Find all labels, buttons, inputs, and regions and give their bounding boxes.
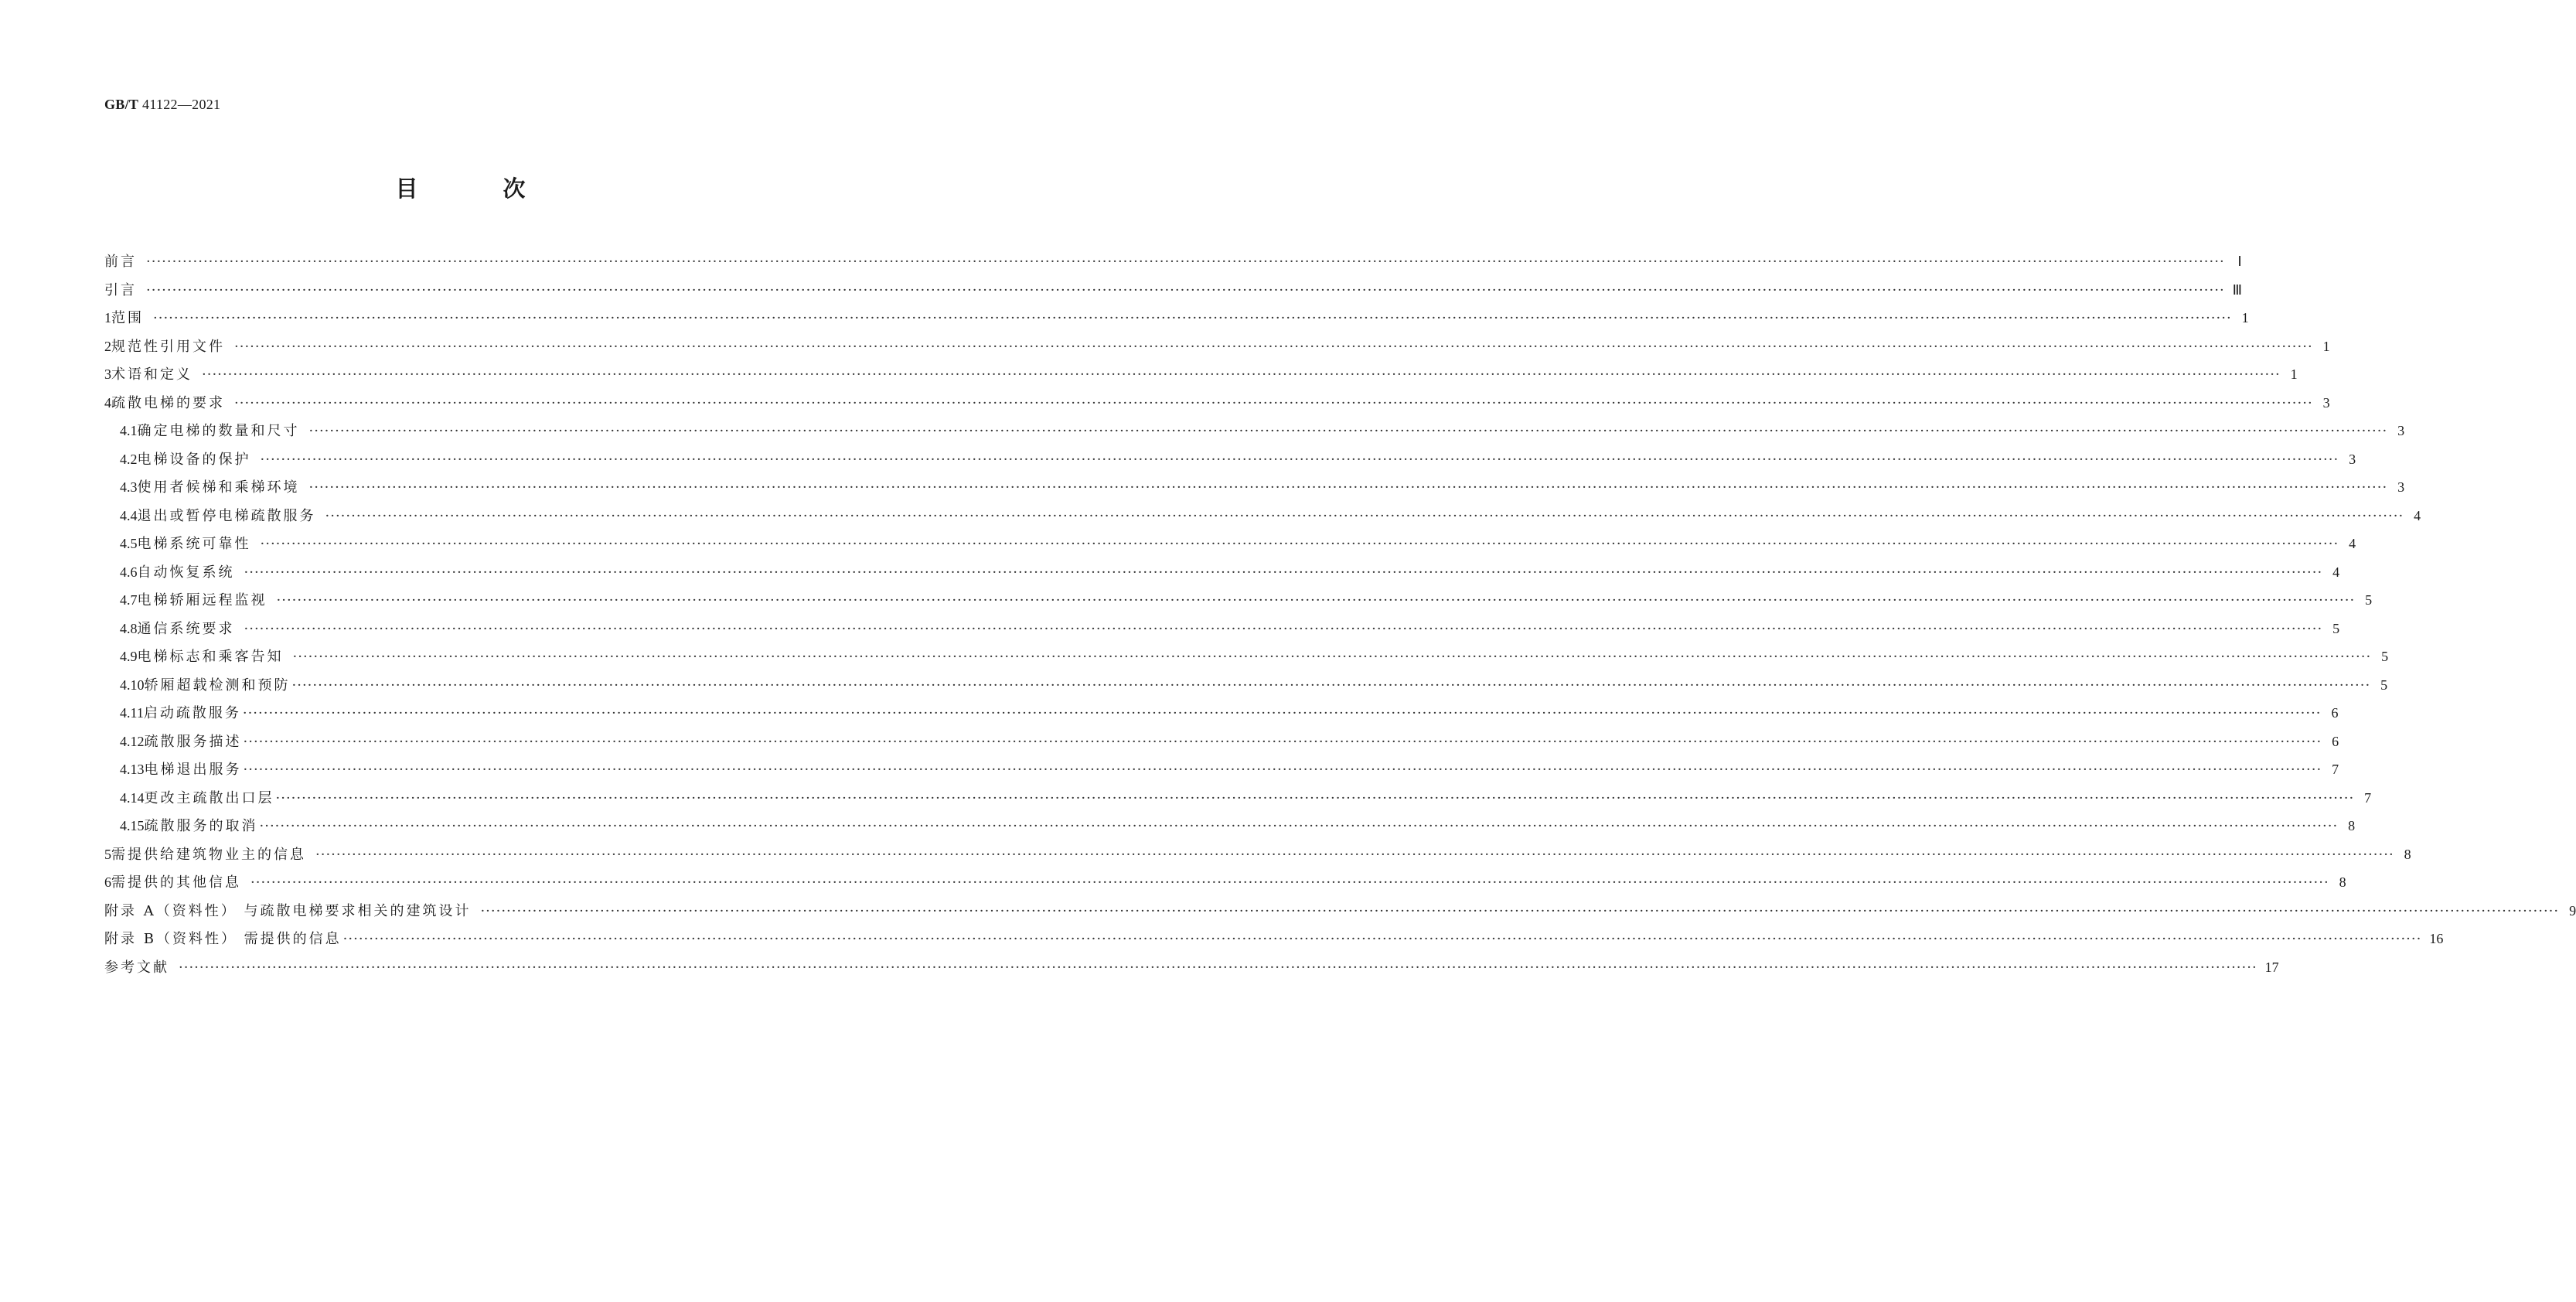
toc-entry-title: 需提供给建筑物业主的信息 bbox=[111, 846, 306, 863]
toc-entry[interactable] bbox=[104, 392, 2330, 421]
toc-dot-leader: ················································································································································································································································································································································································································ bbox=[275, 789, 2355, 806]
toc-entry-page: 17 bbox=[2264, 959, 2279, 975]
toc-entry-title: 疏散电梯的要求 bbox=[111, 394, 225, 411]
toc-entry-number: 6 bbox=[104, 874, 111, 890]
toc-entry-title: 电梯系统可靠性 bbox=[137, 536, 251, 552]
toc-entry-title: 电梯退出服务 bbox=[144, 762, 242, 778]
toc-entry-number: 4 bbox=[104, 394, 111, 411]
toc-entry-number: 2 bbox=[104, 338, 111, 354]
toc-entry-title: 电梯标志和乘客告知 bbox=[137, 649, 284, 665]
toc-entry-page: 5 bbox=[2332, 620, 2340, 636]
toc-dot-leader: ················································································································································································································································································································································································································ bbox=[202, 366, 2281, 383]
toc-entry-page: Ⅲ bbox=[2232, 281, 2243, 298]
toc-entry[interactable] bbox=[104, 871, 2346, 900]
toc-entry-number: 4.1 bbox=[120, 423, 138, 438]
toc-entry[interactable] bbox=[104, 448, 2356, 477]
toc-entry-title: 术语和定义 bbox=[111, 366, 193, 383]
toc-entry[interactable] bbox=[104, 307, 2249, 336]
toc-entry[interactable] bbox=[104, 956, 2279, 985]
toc-entry[interactable] bbox=[104, 505, 2421, 533]
toc-dot-leader: ················································································································································································································································································································································································································ bbox=[291, 677, 2371, 694]
toc-dot-leader: ················································································································································································································································································································································································································ bbox=[480, 902, 2560, 919]
toc-entry-number: 4.3 bbox=[120, 479, 138, 495]
toc-dot-leader: ················································································································································································································································································································································································································ bbox=[308, 479, 2388, 496]
toc-entry-page: 3 bbox=[2397, 423, 2405, 438]
toc-entry-number: 4.9 bbox=[120, 649, 138, 664]
toc-entry[interactable] bbox=[104, 589, 2373, 618]
toc-entry-page: 5 bbox=[2365, 592, 2373, 608]
toc-entry-page: 6 bbox=[2332, 733, 2339, 749]
toc-entry[interactable] bbox=[104, 900, 2576, 929]
toc-entry-page: 3 bbox=[2322, 394, 2330, 411]
toc-entry-title: 确定电梯的数量和尺寸 bbox=[137, 423, 300, 439]
toc-entry-page: 3 bbox=[2349, 451, 2356, 467]
toc-entry-title: 通信系统要求 bbox=[137, 620, 235, 637]
toc-dot-leader: ················································································································································································································································································································································································································ bbox=[146, 254, 2225, 270]
toc-entry-page: 1 bbox=[2290, 366, 2298, 382]
standard-number: 41122—2021 bbox=[138, 97, 221, 112]
toc-dot-leader: ················································································································································································································································································································································································································ bbox=[244, 564, 2323, 581]
toc-entry-title: 参考文献 bbox=[104, 959, 169, 976]
toc-entry[interactable] bbox=[104, 251, 2242, 279]
toc-entry-number: 4.4 bbox=[120, 507, 138, 523]
toc-dot-leader: ················································································································································································································································································································································································································ bbox=[243, 733, 2322, 750]
toc-dot-leader: ················································································································································································································································································································································································································ bbox=[244, 620, 2323, 637]
toc-entry-number: 4.14 bbox=[120, 789, 145, 806]
toc-dot-leader: ················································································································································································································································································································································································································ bbox=[260, 536, 2339, 552]
toc-entry-title: 引言 bbox=[104, 281, 137, 298]
toc-entry[interactable] bbox=[104, 928, 2444, 956]
toc-dot-leader: ················································································································································································································································································································································································································ bbox=[260, 451, 2339, 468]
toc-entry[interactable] bbox=[104, 758, 2339, 787]
toc-entry-page: Ⅰ bbox=[2237, 254, 2242, 269]
toc-dot-leader: ················································································································································································································································································································································································································ bbox=[242, 705, 2322, 721]
toc-entry-number: 4.11 bbox=[120, 705, 144, 721]
toc-dot-leader: ················································································································································································································································································································································································································ bbox=[243, 762, 2322, 778]
toc-entry-title: 附录 B（资料性） 需提供的信息 bbox=[104, 931, 342, 947]
toc-entry-title: 规范性引用文件 bbox=[111, 338, 225, 355]
toc-entry[interactable] bbox=[104, 618, 2340, 646]
standard-code bbox=[104, 97, 220, 113]
toc-dot-leader: ················································································································································································································································································································································································································ bbox=[234, 394, 2313, 411]
toc-entry-page: 3 bbox=[2397, 479, 2405, 495]
toc-entry[interactable] bbox=[104, 702, 2339, 731]
toc-dot-leader: ················································································································································································································································································································································································································ bbox=[292, 649, 2372, 665]
toc-entry[interactable] bbox=[104, 533, 2356, 561]
toc-entry-page: 1 bbox=[2322, 338, 2330, 354]
toc-entry-page: 6 bbox=[2331, 705, 2339, 721]
toc-entry-title: 启动疏散服务 bbox=[143, 705, 241, 721]
toc-entry-number: 4.6 bbox=[120, 564, 138, 580]
toc-entry-page: 7 bbox=[2332, 762, 2339, 777]
toc-entry-number: 4.7 bbox=[120, 592, 138, 608]
toc-entry-number: 4.12 bbox=[120, 733, 145, 749]
toc-dot-leader: ················································································································································································································································································································································································································ bbox=[276, 592, 2356, 608]
toc-entry-title: 需提供的其他信息 bbox=[111, 874, 241, 891]
toc-entry[interactable] bbox=[104, 731, 2339, 759]
toc-entry-number: 3 bbox=[104, 366, 111, 382]
toc-entry-title: 附录 A（资料性） 与疏散电梯要求相关的建筑设计 bbox=[104, 902, 472, 919]
toc-entry-title: 轿厢超载检测和预防 bbox=[144, 677, 291, 694]
toc-entry-page: 7 bbox=[2364, 789, 2372, 806]
toc-dot-leader: ················································································································································································································································································································································································································ bbox=[234, 338, 2313, 355]
standard-prefix: GB/T bbox=[104, 97, 139, 112]
toc-dot-leader: ················································································································································································································································································································································································································ bbox=[308, 423, 2388, 439]
toc-entry-number: 4.15 bbox=[120, 818, 145, 833]
toc-entry[interactable] bbox=[104, 646, 2389, 674]
toc-entry[interactable] bbox=[104, 363, 2298, 392]
toc-entry[interactable] bbox=[104, 279, 2243, 308]
toc-entry-number: 4.13 bbox=[120, 762, 145, 777]
page-title: 目 次 bbox=[395, 176, 564, 202]
toc-entry-page: 4 bbox=[2349, 536, 2356, 551]
toc-entry[interactable] bbox=[104, 336, 2330, 364]
toc-entry-number: 4.8 bbox=[120, 620, 138, 636]
toc-entry-number: 4.5 bbox=[120, 536, 138, 551]
toc-dot-leader: ················································································································································································································································································································································································································ bbox=[250, 874, 2329, 891]
toc-entry-page: 8 bbox=[2404, 846, 2411, 862]
toc-entry-page: 5 bbox=[2381, 649, 2389, 664]
toc-dot-leader: ················································································································································································································································································································································································································ bbox=[146, 281, 2225, 298]
toc-entry-number: 4.10 bbox=[120, 677, 145, 693]
toc-entry-title: 范围 bbox=[111, 310, 144, 326]
toc-dot-leader: ················································································································································································································································································································································································································ bbox=[315, 846, 2394, 863]
toc-entry-page: 5 bbox=[2380, 677, 2388, 693]
toc-entry[interactable] bbox=[104, 476, 2405, 505]
toc-dot-leader: ················································································································································································································································································································································································································ bbox=[153, 310, 2232, 326]
toc-entry-title: 使用者候梯和乘梯环境 bbox=[137, 479, 300, 496]
table-of-contents bbox=[104, 251, 2576, 984]
toc-entry[interactable] bbox=[104, 561, 2340, 590]
toc-dot-leader: ················································································································································································································································································································································································································ bbox=[325, 507, 2404, 524]
toc-entry[interactable] bbox=[104, 815, 2356, 844]
toc-entry-page: 1 bbox=[2241, 310, 2249, 326]
toc-entry-title: 退出或暂停电梯疏散服务 bbox=[137, 507, 316, 524]
toc-entry-title: 电梯设备的保护 bbox=[137, 451, 251, 468]
toc-entry-page: 8 bbox=[2339, 874, 2346, 890]
toc-entry-title: 电梯轿厢远程监视 bbox=[137, 592, 267, 608]
toc-entry-page: 4 bbox=[2332, 564, 2340, 580]
toc-entry-number: 1 bbox=[104, 310, 111, 326]
toc-entry[interactable] bbox=[104, 420, 2405, 448]
toc-entry[interactable] bbox=[104, 844, 2411, 872]
toc-entry-title: 疏散服务的取消 bbox=[144, 818, 258, 834]
toc-entry-title: 更改主疏散出口层 bbox=[144, 789, 274, 806]
toc-dot-leader: ················································································································································································································································································································································································································ bbox=[342, 931, 2422, 947]
toc-entry-number: 5 bbox=[104, 846, 111, 862]
toc-entry-page: 9 bbox=[2569, 902, 2576, 919]
toc-entry-title: 前言 bbox=[104, 254, 137, 270]
toc-entry-page: 8 bbox=[2348, 818, 2356, 833]
toc-dot-leader: ················································································································································································································································································································································································································ bbox=[179, 959, 2257, 976]
toc-entry-number: 4.2 bbox=[120, 451, 138, 467]
toc-dot-leader: ················································································································································································································································································································································································································ bbox=[259, 818, 2339, 834]
toc-entry-page: 16 bbox=[2429, 931, 2444, 946]
toc-entry-title: 自动恢复系统 bbox=[137, 564, 235, 581]
toc-entry-page: 4 bbox=[2414, 507, 2421, 523]
toc-entry[interactable] bbox=[104, 674, 2388, 703]
toc-entry-title: 疏散服务描述 bbox=[144, 733, 242, 750]
toc-entry[interactable] bbox=[104, 787, 2372, 816]
